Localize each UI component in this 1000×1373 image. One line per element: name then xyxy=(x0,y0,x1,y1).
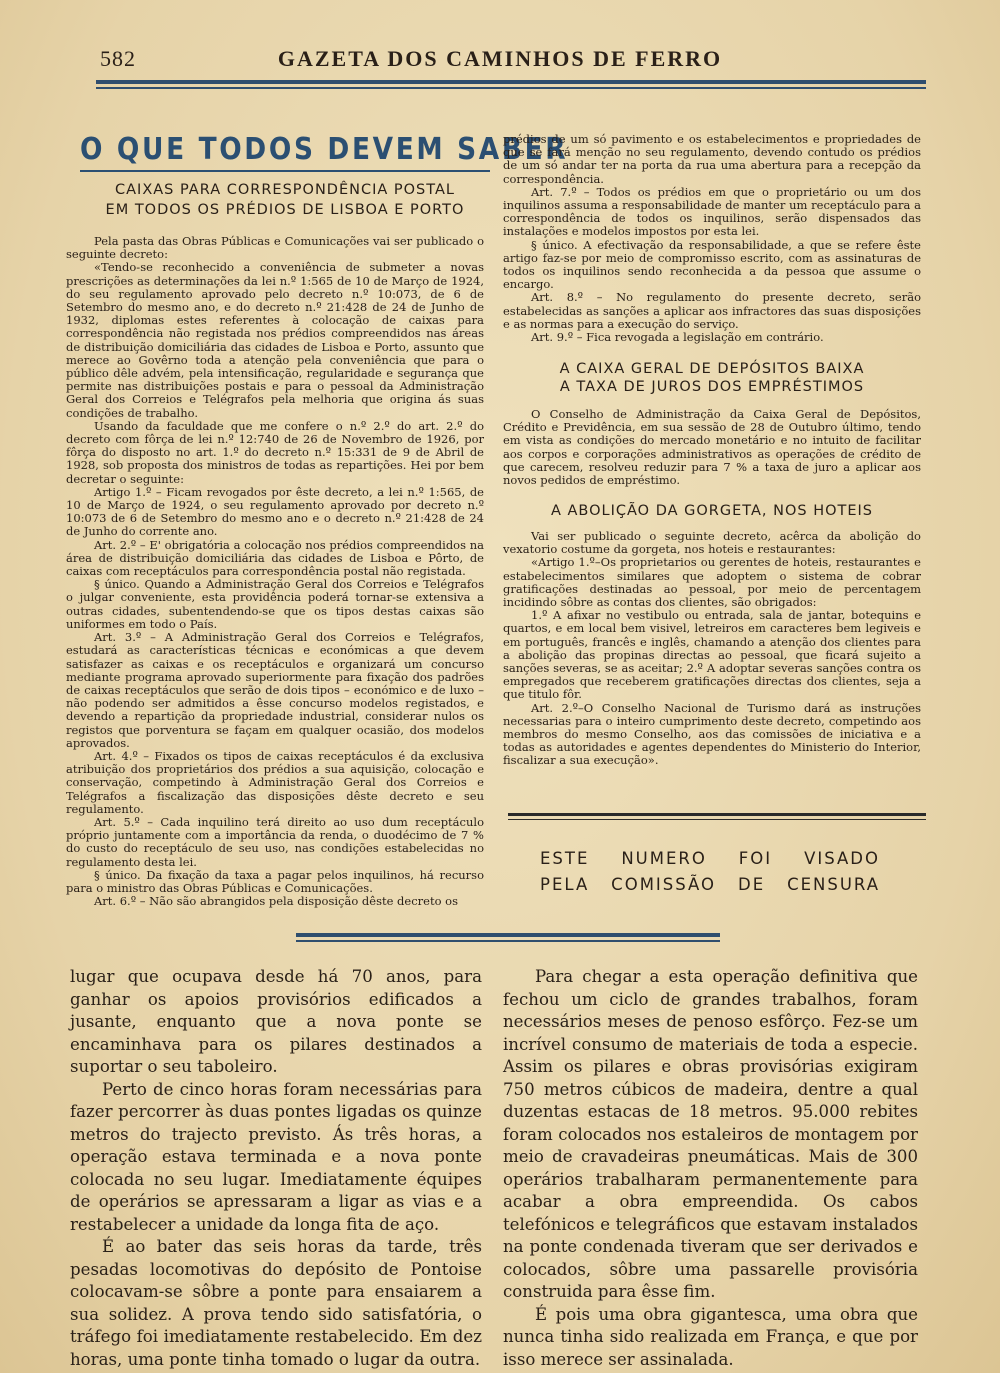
article-paragraph: 1.º A afixar no vestibulo ou entrada, sala de jantar, botequins e quartos, e em local bem visivel, letreiros em caracteres bem legiveis e em português, francês e inglês, chamando a atenção dos clientes para a abolição das propinas directas ao pessoal, que ficará sujeito a sanções severas, se as aceitar; 2.º A adoptar severas sanções contra os empregados que receberem gratificações directas dos clientes, seja a que titulo fôr. xyxy=(503,608,921,702)
article-paragraph: Artigo 1.º – Ficam revogados por êste decreto, a lei n.º 1:565, de 10 de Março de 1924, o seu regulamento aprovado por decreto n.º 10:073 de 6 de Setembro do mesmo ano e o decreto n.º 21:428 de 24 de Junho do corrente ano. xyxy=(66,484,484,539)
gorgeta-body xyxy=(503,530,921,768)
section-divider-top xyxy=(296,933,720,937)
censura-rule-bottom xyxy=(508,819,926,820)
article-paragraph: Art. 2.º–O Conselho Nacional de Turismo dará as instruções necessarias para o inteiro cumprimento deste decreto, competindo aos membros do mesmo Conselho, aos das comissões de iniciativa e a todas as autoridades e agentes dependentes do Ministerio do Interior, fiscalizar a sua execução». xyxy=(503,700,921,768)
article-paragraph: «Tendo-se reconhecido a conveniência de submeter a novas prescrições as determinações da lei n.º 1:565 de 10 de Março de 1924, do seu regulamento aprovado pelo decreto n.º 10:073, de 6 de Setembro do mesmo ano, e do decreto n.º 21:428 de 24 de Junho de 1932, diplomas estes referentes à colocação de caixas para correspondência não registada nos prédios compreendidos nas áreas de distribuição domiciliária das cidades de Lisboa e Porto, assunto que merece ao Govêrno toda a atenção pela conveniência que para o público dêle advém, pela intensificação, regularidade e segurança que permite nas distribuições postais e para o pessoal da Administração Geral dos Correios e Telégrafos pela melhoria que origina ás suas condições de trabalho. xyxy=(66,260,484,420)
caixa-geral-body xyxy=(503,408,921,487)
article-subtitle-line-2: EM TODOS OS PRÉDIOS DE LISBOA E PORTO xyxy=(105,202,465,218)
masthead-title: GAZETA DOS CAMINHOS DE FERRO xyxy=(277,46,723,71)
article-paragraph: Art. 3.º – A Administração Geral dos Correios e Telégrafos, estudará as características técnicas e económicas a que devem satisfazer as caixas e os receptáculos e organizará um concurso mediante programa aprovado superiormente para fixação dos padrões de caixas receptáculos que serão de dois tipos – económico e de luxo – não podendo ser admitidos a êsse concurso modelos registados, e devendo a repartição da propriedade industrial, considerar nulos os registos que porventura se façam em qualquer ocasião, dos modelos aprovados. xyxy=(66,630,484,750)
header-rule-bottom xyxy=(96,87,926,89)
article-subtitle-line-1: CAIXAS PARA CORRESPONDÊNCIA POSTAL xyxy=(115,182,455,198)
bottom-left-column xyxy=(70,966,482,1371)
censura-rule-top xyxy=(508,813,926,816)
header-rule-top xyxy=(96,80,926,84)
caixa-geral-heading-line-2: A TAXA DE JUROS DOS EMPRÉSTIMOS xyxy=(559,379,865,395)
caixa-geral-heading xyxy=(503,360,921,396)
caixa-geral-heading-line-1: A CAIXA GERAL DE DEPÓSITOS BAIXA xyxy=(559,361,865,377)
article-paragraph: Pela pasta das Obras Públicas e Comunicações vai ser publicado o seguinte decreto: xyxy=(66,234,484,262)
bottom-right-column xyxy=(503,966,918,1371)
article-paragraph: «Artigo 1.º–Os proprietarios ou gerentes de hoteis, restaurantes e estabelecimentos similares que adoptem o sistema de cobrar gratificações destinadas ao pessoal, por meio de percentagem incidindo sôbre as contas dos clientes, são obrigados: xyxy=(503,555,921,610)
article-title: O QUE TODOS DEVEM SABER xyxy=(80,132,569,167)
article1-left-column xyxy=(66,235,484,908)
article-paragraph: É pois uma obra gigantesca, uma obra que nunca tinha sido realizada em França, e que por isso merece ser assinalada. xyxy=(503,1304,918,1369)
censura-line-1: ESTE NUMERO FOI VISADO xyxy=(540,849,880,868)
article-paragraph: Art. 5.º – Cada inquilino terá direito ao uso dum receptáculo próprio juntamente com a importância da renda, o duodécimo de 7 % do custo do receptáculo de seu uso, nas condições estabelecidas no regulamento desta lei. xyxy=(66,814,484,869)
article-paragraph: § único. A efectivação da responsabilidade, a que se refere êste artigo faz-se por meio de compromisso escrito, com as assinaturas de todos os inquilinos sendo reconhecida a da pessoa que assume o encargo. xyxy=(503,237,921,292)
page-number: 582 xyxy=(100,46,136,71)
article-paragraph: prédios de um só pavimento e os estabelecimentos e propriedades de que se fará menção no seu regulamento, devendo contudo os prédios de um só andar ter na porta da rua uma abertura para a recepção da correspondência. xyxy=(503,132,921,186)
gorgeta-heading: A ABOLIÇÃO DA GORGETA, NOS HOTEIS xyxy=(550,503,874,519)
article-paragraph: lugar que ocupava desde há 70 anos, para ganhar os apoios provisórios edificados a jusante, enquanto que a nova ponte se encaminhava para os pilares destinados a suportar o seu taboleiro. xyxy=(70,967,482,1076)
article-paragraph: Art. 8.º – No regulamento do presente decreto, serão estabelecidas as sanções a aplicar aos infractores das suas disposições e as normas para a execução do serviço. xyxy=(503,290,921,331)
article-paragraph: Art. 6.º – Não são abrangidos pela disposição dêste decreto os xyxy=(94,894,458,909)
article-paragraph: Art. 4.º – Fixados os tipos de caixas receptáculos é da exclusiva atribuição dos proprietários dos prédios a sua aquisição, colocação e conservação, competindo à Administração Geral dos Correios e Telégrafos a fiscalização das disposições dêste decreto e seu regulamento. xyxy=(66,748,484,816)
article-paragraph: Perto de cinco horas foram necessárias para fazer percorrer às duas pontes ligadas os quinze metros do trajecto previsto. Ás três horas, a operação estava terminada e a nova ponte colocada no seu lugar. Imediatamente équipes de operários se apressaram a ligar as vias e a restabelecer a unidade da longa fita de aço. xyxy=(70,1079,482,1234)
article-paragraph: Art. 7.º – Todos os prédios em que o proprietário ou um dos inquilinos assuma a responsabilidade de manter um receptáculo para a correspondência de todos os inquilinos, serão dispensados das instalações e modelos impostos por esta lei. xyxy=(503,184,921,239)
article-paragraph: Art. 9.º – Fica revogada a legislação em contrário. xyxy=(531,330,824,345)
article-paragraph: É ao bater das seis horas da tarde, três pesadas locomotivas do depósito de Pontoise colocavam-se sôbre a ponte para ensaiarem a sua solidez. A prova tendo sido satisfatória, o tráfego foi imediatamente restabelecido. Em dez horas, uma ponte tinha tomado o lugar da outra. xyxy=(70,1237,482,1369)
section-divider-bottom xyxy=(296,940,720,942)
article-paragraph: Art. 2.º – E' obrigatória a colocação nos prédios compreendidos na área de distribuição domiciliária das cidades de Lisboa e Pôrto, de caixas com receptáculos para correspondência postal não registada. xyxy=(66,537,484,579)
article-subtitle xyxy=(80,180,490,220)
article-paragraph: O Conselho de Administração da Caixa Geral de Depósitos, Crédito e Previdência, em sua sessão de 28 de Outubro último, tendo em vista as condições do mercado monetário e no intuito de facilitar aos corpos e corporações administrativos as operações de crédito de que carecem, resolveu reduzir para 7 % a taxa de juro a aplicar aos novos pedidos de empréstimo. xyxy=(503,407,921,488)
article-paragraph: Para chegar a esta operação definitiva que fechou um ciclo de grandes trabalhos, foram necessários meses de penoso esfôrço. Fez-se um incrível consumo de materiais de toda a especie. Assim os pilares e obras provisórias exigiram 750 metros cúbicos de madeira, dentre a qual duzentas estacas de 18 metros. 95.000 rebites foram colocados nos estaleiros de montagem por meio de cravadeiras pneumáticas. Mais de 300 operários trabalharam permanentemente para acabar a obra empreendida. Os cabos telefónicos e telegráficos que estavam instalados na ponte condenada tiveram que ser derivados e colocados, sôbre uma passarelle provisória construida para êsse fim. xyxy=(503,967,918,1301)
article-paragraph: § único. Da fixação da taxa a pagar pelos inquilinos, há recurso para o ministro das Obras Públicas e Comunicações. xyxy=(66,867,484,895)
censura-notice xyxy=(540,846,880,898)
article1-right-column xyxy=(503,133,921,344)
article-paragraph: Usando da faculdade que me confere o n.º 2.º do art. 2.º do decreto com fôrça de lei n.º 12:740 de 26 de Novembro de 1926, por fôrça do disposto no art. 1.º do decreto n.º 15:331 de 9 de Abril de 1928, sob proposta dos ministros de todas as repartições. Hei por bem decretar o seguinte: xyxy=(66,418,484,486)
article-paragraph: § único. Quando a Administração Geral dos Correios e Telégrafos o julgar conveniente, esta providência poderá tornar-se extensiva a outras cidades, subentendendo-se que os tipos destas caixas são uniformes em todo o País. xyxy=(66,577,484,631)
article-title-underline xyxy=(80,170,490,172)
censura-line-2: PELA COMISSÃO DE CENSURA xyxy=(540,875,880,894)
article-paragraph: Vai ser publicado o seguinte decreto, acêrca da abolição do vexatorio costume da gorgeta, nos hoteis e restaurantes: xyxy=(503,529,921,557)
